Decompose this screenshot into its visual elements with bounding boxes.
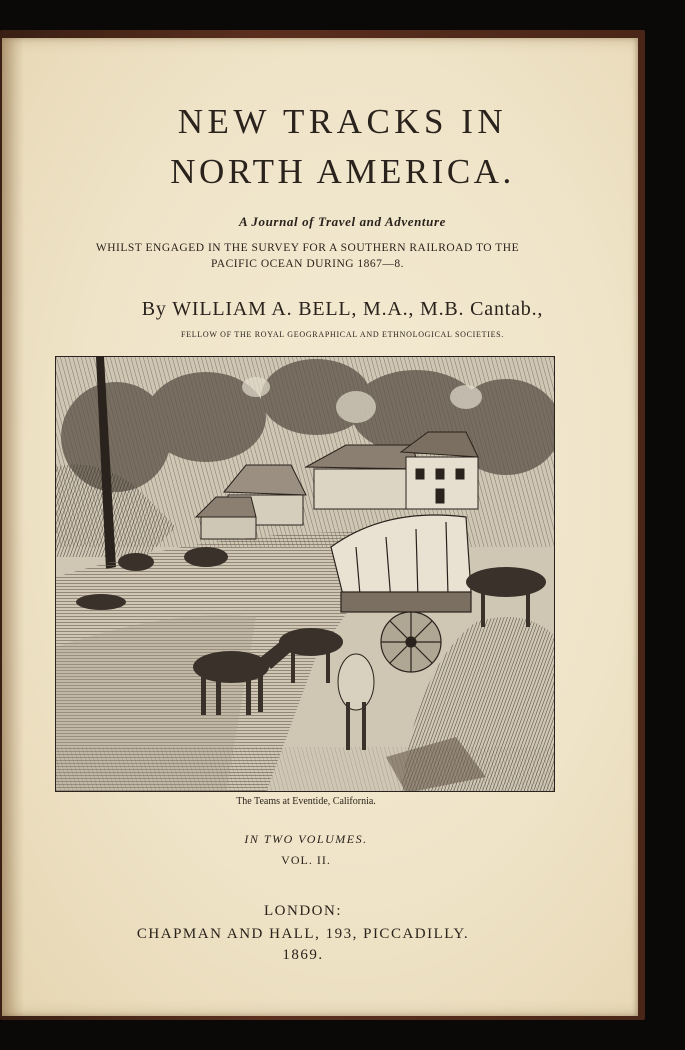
author-name: WILLIAM A. BELL, M.A., M.B. Cantab.,: [172, 298, 544, 320]
author-fellowship: FELLOW OF THE ROYAL GEOGRAPHICAL AND ETHNOLOGICAL SOCIETIES.: [180, 330, 505, 339]
title-line-1: NEW TRACKS IN: [177, 102, 508, 141]
description-line-2: PACIFIC OCEAN DURING 1867—8.: [210, 258, 405, 270]
publisher-name: CHAPMAN AND HALL, 193, PICCADILLY.: [136, 926, 470, 942]
volume-number: VOL. II.: [281, 853, 331, 867]
volumes-note: IN TWO VOLUMES.: [244, 832, 368, 846]
engraving-caption: The Teams at Eventide, California.: [236, 796, 376, 807]
author-line: [0, 298, 685, 321]
author-by: By: [141, 298, 167, 320]
frontispiece-engraving: [55, 356, 555, 792]
publisher-city: LONDON:: [264, 903, 342, 919]
publication-year: 1869.: [282, 947, 324, 963]
subtitle: A Journal of Travel and Adventure: [239, 214, 446, 229]
description-line-1: WHILST ENGAGED IN THE SURVEY FOR A SOUTHERN RAILROAD TO THE: [95, 242, 520, 254]
title-line-2: NORTH AMERICA.: [170, 152, 515, 191]
